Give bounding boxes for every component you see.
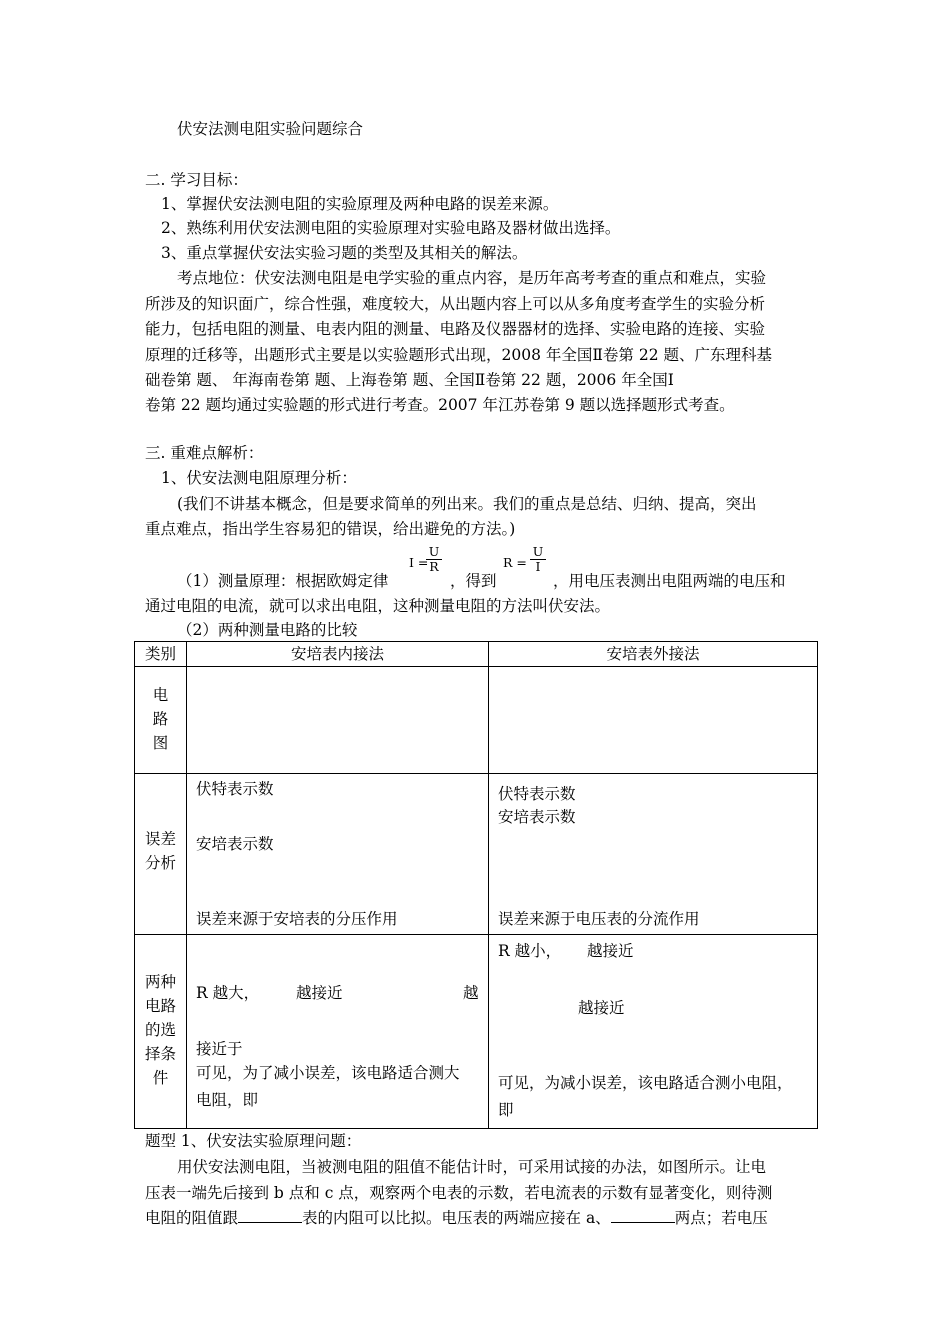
row-label-circuit-line: 路 [152,710,169,728]
row-label-circuit-line: 电 [152,686,169,704]
exam-status-line-2: 所涉及的知识面广，综合性强，难度较大，从出题内容上可以从多角度考查学生的实验分析 [145,295,766,313]
formula1-lhs: I = [409,555,429,570]
row-label-choice-line: 件 [152,1069,169,1087]
inner-choice-a: R 越大， [196,984,260,1002]
exam-status-line-1: 考点地位：伏安法测电阻是电学实验的重点内容，是历年高考考查的重点和难点，实验 [177,269,767,287]
principle-part-b: ，得到 [450,572,497,590]
comparison-table [134,641,818,1129]
principle-part-a: （1）测量原理：根据欧姆定律 [177,572,389,590]
principle-part-c: ，用电压表测出电阻两端的电压和 [553,572,786,590]
outer-error-cell [489,774,818,935]
outer-choice-b: 越接近 [587,942,634,960]
formula1-fraction [426,545,442,574]
inner-error-source: 误差来源于安培表的分压作用 [196,910,398,928]
goal-2: 2、熟练利用伏安法测电阻的实验原理对实验电路及器材做出选择。 [161,219,621,237]
outer-choice-d: 可见，为减小误差，该电路适合测小电阻， [498,1074,793,1092]
table-header-category: 类别 [135,642,187,667]
exam-status-line-3: 能力，包括电阻的测量、电表内阻的测量、电路及仪器器材的选择、实验电路的连接、实验 [145,320,766,338]
answer-blank-2[interactable] [611,1208,675,1223]
compare-heading: （2）两种测量电路的比较 [177,621,358,639]
outer-voltmeter-reading: 伏特表示数 [498,785,576,803]
outer-error-source: 误差来源于电压表的分流作用 [498,910,700,928]
exam-status-line-5: 础卷第 题、 年海南卷第 题、上海卷第 题、全国Ⅱ卷第 22 题，2006 年全国Ⅰ [145,371,674,389]
outer-ammeter-reading: 安培表示数 [498,808,576,826]
inner-circuit-diagram-cell [187,667,489,774]
row-label-choice-line: 两种 [144,973,176,991]
row-label-choice-line: 择条 [144,1045,176,1063]
exam-status-line-6: 卷第 22 题均通过实验题的形式进行考查。2007 年江苏卷第 9 题以选择题形式考查。 [145,396,735,414]
table-header-inner: 安培表内接法 [187,642,489,667]
table-header-outer: 安培表外接法 [489,642,818,667]
question-line-2: 压表一端先后接到 b 点和 c 点，观察两个电表的示数，若电流表的示数有显著变化，则待测 [145,1184,773,1202]
question-line-3b: 表的内阻可以比拟。电压表的两端应接在 a、 [302,1209,611,1227]
inner-choice-d: 接近于 [196,1040,243,1058]
row-label-circuit [135,667,187,774]
goal-1: 1、掌握伏安法测电阻的实验原理及两种电路的误差来源。 [161,195,559,213]
row-label-error-line: 误差 [144,830,176,848]
formula2-fraction [530,545,546,574]
page-title: 伏安法测电阻实验问题综合 [177,120,364,138]
note-line-2: 重点难点，指出学生容易犯的错误，给出避免的方法。) [145,520,516,538]
answer-blank-1[interactable] [238,1208,302,1223]
outer-circuit-diagram-cell [489,667,818,774]
row-label-circuit-line: 图 [152,734,169,752]
question-line-1: 用伏安法测电阻，当被测电阻的阻值不能估计时，可采用试接的办法，如图所示。让电 [177,1158,767,1176]
section3-sub1: 1、伏安法测电阻原理分析： [161,469,357,487]
formula2-lhs: R = [503,555,527,570]
question-line-3 [145,1208,768,1228]
note-line-1: (我们不讲基本概念，但是要求简单的列出来。我们的重点是总结、归纳、提高，突出 [177,495,757,513]
question-line-3a: 电阻的阻值跟 [145,1209,239,1227]
question-line-3c: 两点；若电压 [674,1209,768,1227]
inner-choice-c: 越 [463,984,479,1002]
inner-choice-b: 越接近 [296,984,343,1002]
question-heading: 题型 1、伏安法实验原理问题： [145,1132,362,1150]
formula2-denominator: I [530,559,546,574]
exam-status-line-4: 原理的迁移等，出题形式主要是以实验题形式出现，2008 年全国Ⅱ卷第 22 题、广东理科基 [145,346,772,364]
inner-choice-e: 可见，为了减小误差，该电路适合测大 [196,1064,460,1082]
inner-choice-cell [187,935,489,1129]
goal-3: 3、重点掌握伏安法实验习题的类型及其相关的解法。 [161,244,528,262]
row-label-choice [135,935,187,1129]
formula2-numerator: U [532,544,544,559]
formula1-numerator: U [428,544,440,559]
inner-choice-f: 电阻，即 [196,1091,259,1109]
inner-ammeter-reading: 安培表示数 [196,835,274,853]
outer-choice-a: R 越小， [498,942,562,960]
outer-choice-cell [489,935,818,1129]
outer-choice-c: 越接近 [578,999,625,1017]
row-label-error-line: 分析 [144,854,176,872]
inner-error-cell [187,774,489,935]
row-label-error [135,774,187,935]
formula1-denominator: R [426,559,442,574]
principle-line-2: 通过电阻的电流，就可以求出电阻，这种测量电阻的方法叫伏安法。 [145,597,611,615]
section3-heading: 三. 重难点解析： [145,444,264,462]
row-label-choice-line: 电路 [144,997,176,1015]
row-label-choice-line: 的选 [144,1021,176,1039]
section2-heading: 二. 学习目标： [145,171,248,189]
outer-choice-e: 即 [498,1101,514,1119]
inner-voltmeter-reading: 伏特表示数 [196,780,274,798]
